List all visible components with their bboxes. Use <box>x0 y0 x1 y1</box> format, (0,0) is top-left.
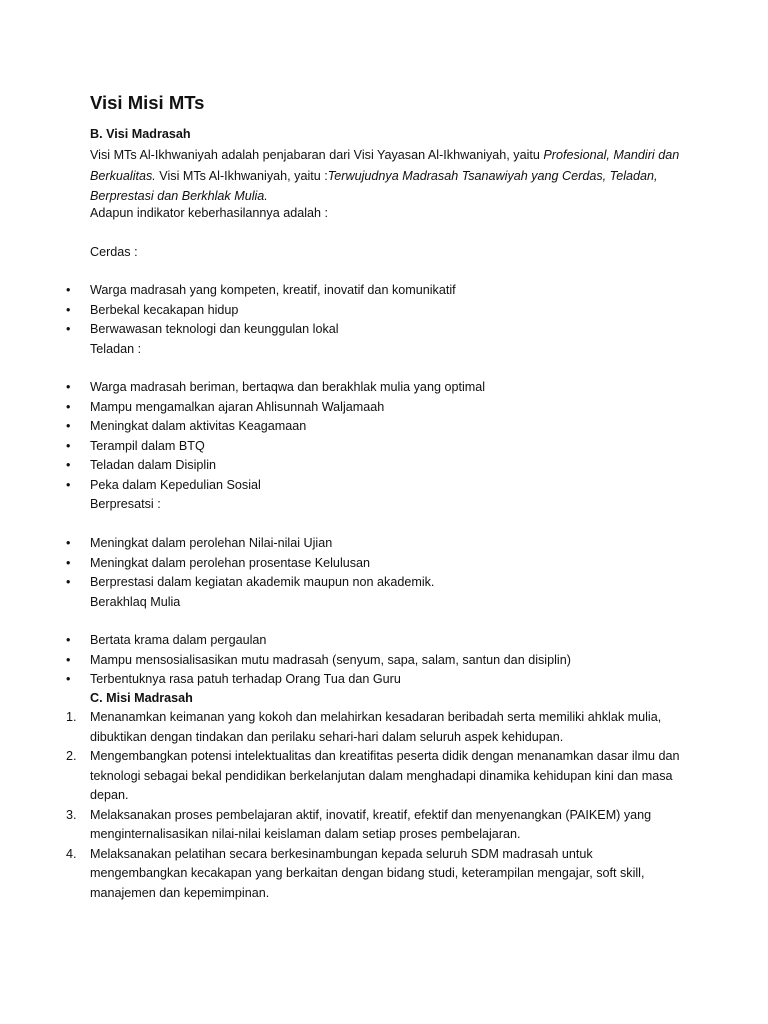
bullet-icon: • <box>66 458 71 472</box>
list-item-text: Warga madrasah beriman, bertaqwa dan berakhlak mulia yang optimal <box>90 380 486 394</box>
bullet-icon: • <box>66 419 71 433</box>
list-item-text: Meningkat dalam perolehan prosentase Kelulusan <box>90 555 371 570</box>
list-item-number: 3. <box>66 807 77 822</box>
list-item-number: 4. <box>66 846 77 861</box>
list-item <box>0 747 690 806</box>
list-item-text: Menanamkan keimanan yang kokoh dan melahirkan kesadaran beribadah serta memiliki ahklak mulia, dibuktikan dengan tindakan dan perilaku sehari-hari dalam seluruh aspek kehidupan. <box>90 710 662 744</box>
list-item-text: Meningkat dalam perolehan Nilai-nilai Ujian <box>90 536 333 550</box>
visi-paragraph <box>90 145 690 207</box>
list-item-text: Warga madrasah yang kompeten, kreatif, inovatif dan komunikatif <box>90 283 456 297</box>
bullet-icon: • <box>66 380 71 394</box>
bullet-icon: • <box>66 575 71 589</box>
list-item-number: 1. <box>66 710 77 724</box>
misi-list <box>0 708 690 903</box>
list-item-text: Teladan dalam Disiplin <box>90 458 217 472</box>
list-item-text: Melaksanakan proses pembelajaran aktif, inovatif, kreatif, efektif dan menyenangkan (PAIKEM) yang menginternalisasikan nilai-nilai keislaman dalam setiap proses pembelajaran. <box>90 807 652 841</box>
list-item-text: Berprestasi dalam kegiatan akademik maupun non akademik. <box>90 575 435 589</box>
list-item-text: Bertata krama dalam pergaulan <box>90 633 267 647</box>
list-item <box>0 708 690 747</box>
list-item-text: Terampil dalam BTQ <box>90 438 205 453</box>
visi-yayasan-italic: Profesional, Mandiri dan Berkualitas. <box>90 148 680 183</box>
visi-mts-text: Visi MTs Al-Ikhwaniyah, yaitu : <box>155 168 328 183</box>
teladan-label: Teladan : <box>90 342 142 356</box>
list-item-text: Berbekal kecakapan hidup <box>90 302 239 317</box>
list-item-text: Peka dalam Kepedulian Sosial <box>90 477 261 492</box>
list-item-text: Terbentuknya rasa patuh terhadap Orang Tua dan Guru <box>90 672 401 686</box>
visi-mts-italic: Terwujudnya Madrasah Tsanawiyah yang Cerdas, Teladan, Berprestasi dan Berkhlak Mulia. <box>90 168 658 203</box>
bullet-icon: • <box>66 302 71 317</box>
bullet-icon: • <box>66 283 71 297</box>
list-item-text: Melaksanakan pelatihan secara berkesinambungan kepada seluruh SDM madrasah untuk mengembangkan kecakapan yang berkaitan dengan bidang studi, keterampilan mengajar, soft skill, manajemen dan kepemimpinan. <box>90 846 645 900</box>
list-item <box>0 806 690 845</box>
indikator-text: Adapun indikator keberhasilannya adalah : <box>90 206 329 220</box>
visi-intro-text: Visi MTs Al-Ikhwaniyah adalah penjabaran dari Visi Yayasan Al-Ikhwaniyah, yaitu <box>90 148 544 162</box>
list-item-number: 2. <box>66 749 77 763</box>
list-item-text: Mampu mengamalkan ajaran Ahlisunnah Waljamaah <box>90 399 385 414</box>
berprestasi-label: Berpresatsi : <box>90 497 161 511</box>
bullet-icon: • <box>66 477 71 492</box>
list-item-text: Berwawasan teknologi dan keunggulan lokal <box>90 322 339 336</box>
section-b-heading: B. Visi Madrasah <box>90 127 191 141</box>
bullet-icon: • <box>66 399 71 414</box>
bullet-icon: • <box>66 672 71 686</box>
list-item-text: Mengembangkan potensi intelektualitas dan kreatifitas peserta didik dengan menanamkan dasar ilmu dan teknologi sebagai bekal pendidikan berkelanjutan dalam menghadapi dinamika kehidupan kini dan masa depan. <box>90 749 680 802</box>
list-item-text: Meningkat dalam aktivitas Keagamaan <box>90 419 307 433</box>
bullet-icon: • <box>66 652 71 667</box>
list-item <box>0 845 690 904</box>
bullet-icon: • <box>66 536 71 550</box>
section-c-heading: C. Misi Madrasah <box>90 691 193 705</box>
page-title: Visi Misi MTs <box>90 92 205 113</box>
cerdas-label: Cerdas : <box>90 245 138 259</box>
bullet-icon: • <box>66 633 71 647</box>
bullet-icon: • <box>66 322 71 336</box>
list-item-text: Mampu mensosialisasikan mutu madrasah (senyum, sapa, salam, santun dan disiplin) <box>90 652 571 667</box>
bullet-icon: • <box>66 555 71 570</box>
bullet-icon: • <box>66 438 71 453</box>
berakhlaq-label: Berakhlaq Mulia <box>90 595 181 609</box>
